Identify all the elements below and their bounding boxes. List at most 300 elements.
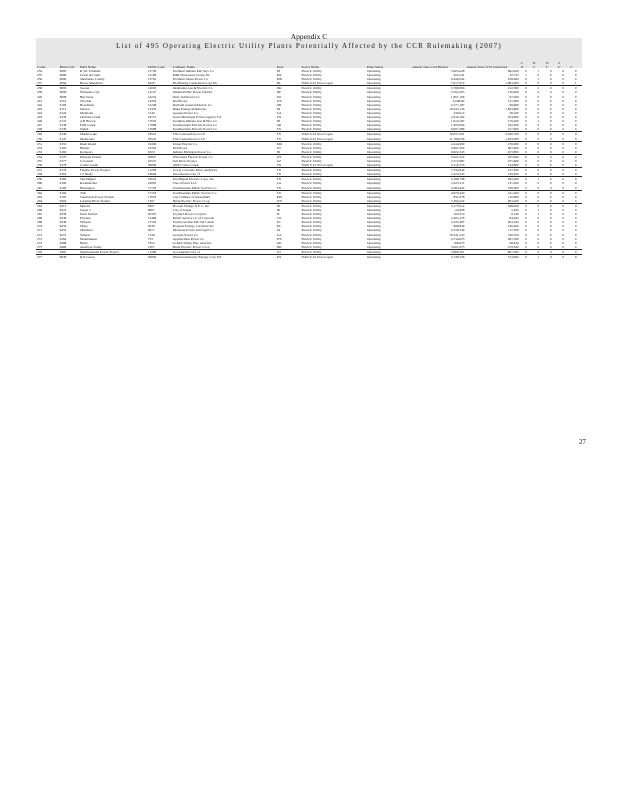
cell-ucode: 18522 (147, 132, 172, 137)
cell-flag: 0 (549, 136, 552, 141)
cell-flag: 0 (574, 69, 577, 73)
cell-flag: 0 (537, 158, 540, 163)
cell-code: 6146 (59, 132, 79, 137)
cell-name: Southwest Power Station (79, 194, 115, 199)
cell-ccw: 281,500 (507, 236, 519, 241)
cell-coal: 2,235,487 (450, 220, 465, 225)
cell-coal: 9,440,044 (450, 77, 465, 82)
cell-coal: 9,822,343 (450, 149, 465, 154)
cell-sector: Electric Utility (301, 115, 322, 120)
cell-name: Scherer (79, 232, 91, 237)
cell-flag: 0 (574, 240, 577, 245)
cell-flag: 0 (549, 194, 552, 199)
cell-flag: 0 (537, 232, 540, 237)
cell-status: Operating (367, 73, 381, 78)
cell-state: AK (276, 240, 282, 245)
cell-status: Operating (367, 224, 381, 229)
cell-state: TX (276, 185, 282, 190)
cell-name: Coleto Creek (79, 163, 98, 168)
cell-ccw: 403,100 (507, 220, 519, 225)
cell-flag: 0 (549, 208, 552, 212)
cell-status: Operating (367, 216, 381, 221)
cell-sector: Electric Utility (301, 119, 322, 124)
cell-flag: 0 (557, 132, 569, 137)
cell-code: 6639 (59, 255, 79, 260)
cell-count: 242 (37, 102, 43, 107)
cell-coal: 104,310 (453, 212, 465, 217)
column-header: Plant Status (367, 64, 384, 69)
cell-sector: Electric Utility (301, 236, 322, 241)
cell-flag: 0 (562, 181, 565, 186)
cell-ccw: 1,843,800 (505, 106, 519, 111)
cell-flag: 0 (537, 224, 540, 229)
cell-state: IN (276, 106, 281, 111)
cell-company: Hoosier Energy R E C, Inc (172, 203, 276, 208)
cell-flag: 0 (525, 149, 527, 154)
cell-ccw: 275,600 (507, 158, 519, 163)
cell-flag: 0 (549, 90, 552, 95)
cell-ccw: 121,600 (507, 98, 519, 103)
cell-flag: 0 (557, 255, 569, 260)
cell-flag: 0 (549, 149, 552, 154)
cell-name: San Miguel (79, 177, 147, 182)
flag-header-line: C (570, 64, 573, 69)
cell-flag: 0 (525, 244, 527, 249)
cell-flag: 0 (574, 236, 577, 241)
cell-ucode: 16572 (147, 158, 157, 163)
cell-flag: 0 (574, 181, 577, 186)
cell-name: Tolk (79, 190, 147, 195)
cell-coal: 10,443,136 (449, 106, 465, 111)
cell-coal: 7,334,644 (411, 168, 465, 173)
cell-flag: 0 (549, 212, 552, 217)
cell-code: 6085 (59, 69, 67, 73)
cell-flag: 1 (532, 177, 544, 182)
column-header (557, 53, 569, 69)
cell-ucode: 14232 (147, 94, 157, 99)
cell-sector: Electric Utility (301, 149, 322, 154)
cell-ccw: 226,400 (507, 224, 519, 229)
cell-coal: 2,510,370 (450, 163, 465, 168)
cell-ucode: 16604 (147, 172, 157, 177)
cell-sector: Electric Utility (301, 181, 322, 186)
cell-status: Operating (366, 132, 411, 137)
cell-company: PacifiCorp (172, 98, 188, 103)
cell-state: TX (276, 177, 301, 182)
cell-state: TX (276, 190, 301, 195)
cell-name: Nebraska City (79, 90, 100, 95)
cell-ucode: 7140 (147, 232, 155, 237)
cell-flag: 0 (574, 94, 577, 99)
cell-flag: 1 (574, 81, 577, 86)
cell-company: Progress Energy Carolinas Inc (172, 224, 214, 229)
cell-flag: 0 (562, 77, 565, 82)
cell-flag: 0 (574, 110, 577, 115)
cell-coal: 1,205,069 (450, 123, 465, 128)
cell-company: San Miguel Electric Coop, Inc (172, 177, 276, 182)
cell-flag: 0 (520, 203, 532, 208)
table-row (36, 255, 582, 260)
cell-coal: 4,734,025 (450, 236, 465, 241)
cell-flag: 0 (532, 141, 544, 146)
cell-code: 6249 (59, 220, 67, 225)
cell-flag: 0 (549, 240, 552, 245)
cell-flag: 0 (574, 102, 577, 107)
cell-sector: Electric Utility (300, 168, 366, 173)
cell-sector: NAICS-22 Non-Cogen (301, 163, 333, 168)
cell-code: 6225 (59, 208, 67, 212)
cell-status: Operating (367, 236, 381, 241)
cell-status: Operating (367, 220, 381, 225)
cell-name: R D Green (79, 255, 147, 260)
cell-flag: 0 (537, 244, 540, 249)
cell-flag: 0 (562, 90, 565, 95)
cell-code: 6250 (59, 224, 67, 229)
cell-state: WY (276, 98, 283, 103)
cell-company: Southwestern Public Service Co (172, 190, 276, 195)
cell-flag: 0 (562, 194, 565, 199)
cell-ccw: 139,400 (507, 90, 519, 95)
cell-status: Operating (367, 208, 381, 212)
cell-flag: 0 (574, 98, 577, 103)
flag-header-line: U (558, 64, 561, 69)
cell-ucode: 18522 (147, 136, 157, 141)
cell-flag: 0 (569, 86, 582, 91)
flag-header-line: O (520, 64, 524, 69)
cell-count: 239 (37, 90, 43, 95)
cell-ucode: 3046 (147, 224, 155, 229)
cell-flag: 0 (537, 163, 540, 168)
cell-flag: 0 (549, 220, 552, 225)
cell-flag: 0 (574, 163, 577, 168)
cell-flag: 0 (525, 172, 527, 177)
cell-count: 234 (37, 69, 43, 73)
cell-flag: 0 (520, 86, 532, 91)
cell-flag: 0 (557, 86, 569, 91)
cell-ccw: 1,083,600 (505, 81, 519, 86)
cell-state: WV (276, 236, 283, 241)
cell-count: 271 (37, 228, 43, 233)
cell-flag: 0 (562, 240, 565, 245)
cell-flag: 0 (537, 127, 540, 132)
cell-code: 6170 (59, 154, 79, 159)
cell-code: 6096 (59, 90, 67, 95)
cell-status: Operating (366, 190, 411, 195)
plants-table (36, 53, 582, 259)
cell-count: 241 (37, 98, 43, 103)
cell-flag: 0 (525, 194, 527, 199)
cell-code: 6136 (59, 115, 67, 120)
cell-count: 260 (37, 181, 43, 186)
cell-flag: 0 (549, 81, 552, 86)
cell-flag: 0 (574, 172, 577, 177)
cell-flag: 0 (549, 110, 552, 115)
cell-flag: 0 (562, 236, 565, 241)
cell-flag: 0 (574, 136, 577, 141)
cell-count: 236 (37, 77, 43, 82)
cell-flag: 0 (525, 123, 527, 128)
cell-company: Basin Electric Power Coop (172, 198, 210, 203)
cell-count: 263 (37, 194, 43, 199)
cell-flag: 0 (537, 115, 540, 120)
cell-name: Winyah (79, 220, 91, 225)
cell-flag: 0 (569, 203, 582, 208)
cell-count: 273 (37, 236, 43, 241)
cell-state: ND (276, 244, 282, 249)
cell-company: Salt River Project (172, 158, 197, 163)
cell-company: Wisconsin Electric Power Co (172, 154, 276, 159)
cell-ucode: 14063 (147, 86, 172, 91)
cell-company: Golden Valley Elec Assn Inc (172, 240, 212, 245)
cell-ccw: 131,200 (507, 181, 519, 186)
cell-flag: 0 (574, 232, 577, 237)
cell-ccw: 417,200 (465, 168, 519, 173)
cell-ccw: 28,810 (509, 240, 519, 245)
cell-flag: 0 (574, 145, 577, 150)
cell-flag: 0 (545, 132, 557, 137)
cell-ccw: 225,600 (465, 154, 519, 159)
cell-ucode: 7140 (147, 110, 155, 115)
cell-flag: 0 (557, 168, 569, 173)
cell-name: Hunter (79, 145, 90, 150)
cell-flag: 0 (545, 203, 557, 208)
cell-company: Portland General Electric Co (172, 102, 212, 107)
cell-flag: 0 (537, 81, 540, 86)
cell-flag: 0 (525, 240, 527, 245)
cell-coal: 1,610,187 (450, 119, 465, 124)
cell-company: Southwestern Electric Power Co (172, 127, 217, 132)
cell-count: 266 (37, 208, 43, 212)
cell-count: 247 (37, 123, 43, 128)
cell-flag: 0 (574, 244, 577, 249)
cell-company: Appalachian Power Co (172, 236, 205, 241)
cell-flag: 0 (562, 224, 565, 229)
cell-name: Jasper 2 (79, 208, 91, 212)
cell-sector: Electric Utility (300, 203, 366, 208)
cell-code: 6124 (59, 110, 67, 115)
cell-flag: 1 (532, 255, 544, 260)
cell-ucode: 1307 (147, 198, 155, 203)
cell-sector: Electric Utility (301, 220, 322, 225)
cell-flag: 0 (525, 163, 527, 168)
cell-name: Wyodak (79, 98, 92, 103)
cell-flag: 0 (525, 77, 527, 82)
cell-flag: 0 (525, 110, 527, 115)
cell-flag: 0 (549, 181, 552, 186)
cell-flag: 0 (525, 136, 527, 141)
cell-coal: 2,261,276 (450, 216, 465, 221)
cell-ccw: 22,735 (509, 73, 519, 78)
cell-ucode: 17718 (147, 190, 172, 195)
cell-ucode: 14354 (147, 145, 157, 150)
cell-flag: 0 (537, 198, 540, 203)
cell-status: Operating (367, 69, 381, 73)
cell-flag: 0 (537, 149, 540, 154)
cell-flag: 0 (532, 203, 544, 208)
cell-flag: 0 (525, 208, 527, 212)
cell-code: 6213 (59, 203, 79, 208)
cell-coal: 5,021,222 (411, 154, 465, 159)
cell-flag: 1 (537, 77, 540, 82)
cell-coal: 202,541 (453, 73, 465, 78)
cell-state: UT (276, 249, 301, 254)
cell-flag: 0 (537, 220, 540, 225)
cell-flag: 0 (525, 236, 527, 241)
cell-ccw: 801,300 (465, 249, 519, 254)
cell-flag: 0 (532, 154, 544, 159)
cell-flag: 0 (525, 220, 527, 225)
cell-flag: 0 (562, 145, 565, 150)
cell-count: 243 (37, 106, 43, 111)
cell-flag: 0 (545, 255, 557, 260)
cell-flag: 0 (549, 158, 552, 163)
table-body (36, 69, 582, 259)
cell-count: 246 (37, 119, 43, 124)
cell-flag: 0 (549, 115, 552, 120)
cell-flag: 0 (545, 168, 557, 173)
cell-flag: 0 (545, 154, 557, 159)
cell-code: 6190 (59, 181, 67, 186)
cell-state: AR (276, 123, 282, 128)
cell-sector: Electric Utility (301, 224, 322, 229)
table-title: List of 495 Operating Electric Utility Plants Potentially Affected by the CCR Rulemaking (2007) (116, 42, 502, 50)
cell-ucode: 9417 (147, 228, 155, 233)
cell-ucode: 17698 (147, 127, 157, 132)
cell-state: IN (276, 149, 281, 154)
cell-count: 252 (37, 145, 43, 150)
cell-flag: 0 (557, 203, 569, 208)
cell-status: Operating (367, 149, 381, 154)
appendix-heading: Appendix C (290, 32, 328, 41)
cell-flag: 0 (545, 249, 557, 254)
cell-coal: 7,017,974 (450, 81, 465, 86)
cell-flag: 0 (549, 216, 552, 221)
cell-company: PacifiCorp (172, 145, 188, 150)
cell-flag: 0 (537, 136, 540, 141)
cell-name: Mountaineer (79, 236, 98, 241)
cell-flag: 0 (562, 158, 565, 163)
cell-flag: 0 (545, 141, 557, 146)
cell-code: 6254 (59, 228, 67, 233)
column-header: Annual Tons Coal Burned (412, 64, 448, 69)
cell-name: Welsh (79, 127, 89, 132)
cell-flag: 0 (549, 236, 552, 241)
cell-flag: 0 (562, 232, 565, 237)
cell-state: SC (276, 220, 281, 225)
cell-company: Union Electric Co (172, 141, 276, 146)
cell-flag: 0 (525, 158, 527, 163)
cell-state: IN (276, 69, 281, 73)
column-header: Sector Name (301, 64, 320, 69)
cell-flag: 0 (562, 106, 565, 111)
cell-flag: 0 (525, 181, 527, 186)
cell-ccw: 84,645 (509, 216, 519, 221)
cell-state: TX (276, 132, 301, 137)
cell-flag: 0 (562, 127, 565, 132)
cell-status: Operating (367, 127, 381, 132)
cell-status: Operating (367, 119, 381, 124)
cell-ccw: 250,300 (507, 185, 519, 190)
cell-coal: 3,138,336 (411, 255, 465, 260)
cell-state: TX (276, 172, 282, 177)
cell-flag: 0 (520, 190, 532, 195)
cell-code: 6166 (59, 149, 67, 154)
cell-company: Otter Tail Power Co (172, 94, 200, 99)
cell-flag: 0 (537, 185, 540, 190)
cell-ucode: 11208 (147, 249, 172, 254)
cell-flag: 0 (549, 228, 552, 233)
cell-ccw: 217,900 (507, 127, 519, 132)
cell-name: Flint Creek (79, 123, 96, 128)
cell-code: 6155 (59, 141, 79, 146)
cell-status: Operating (367, 244, 381, 249)
cell-name: Bruce Mansfield (79, 81, 103, 86)
cell-company: Basin Electric Power Coop (172, 244, 210, 249)
cell-coal: 24,008 (455, 208, 465, 212)
cell-flag: 0 (549, 163, 552, 168)
cell-coal: 180,615 (453, 240, 465, 245)
cell-flag: 0 (562, 119, 565, 124)
cell-count: 269 (37, 220, 43, 225)
cell-name: Lewis & Clark (79, 73, 101, 78)
cell-sector: Electric Utility (301, 208, 322, 212)
cell-flag: 0 (525, 94, 527, 99)
cell-flag: 0 (557, 141, 569, 146)
cell-flag: 0 (574, 90, 577, 95)
cell-flag: 0 (537, 181, 540, 186)
cell-flag: 0 (549, 73, 552, 78)
cell-sector: NAICS-22 Non-Cogen (301, 136, 333, 141)
cell-coal: 239,014 (453, 110, 465, 115)
cell-flag: 0 (574, 123, 577, 128)
cell-flag: 0 (574, 77, 577, 82)
cell-code: 6257 (59, 232, 67, 237)
cell-sector: Electric Utility (301, 73, 322, 78)
cell-state: IA (276, 228, 281, 233)
cell-code: 6090 (59, 77, 67, 82)
cell-code: 6165 (59, 145, 67, 150)
cell-status: Operating (366, 249, 411, 254)
cell-flag: 0 (562, 244, 565, 249)
cell-status: Operating (367, 123, 381, 128)
cell-coal: 2,044,184 (450, 115, 465, 120)
cell-coal: 4,383,424 (450, 185, 465, 190)
cell-ccw: 282,200 (465, 177, 519, 182)
cell-company: Los Angeles City of (172, 249, 276, 254)
cell-state: TX (276, 168, 301, 173)
cell-ccw: 117,300 (507, 228, 519, 233)
cell-flag: 1 (532, 86, 544, 91)
cell-state: TX (276, 115, 282, 120)
cell-name: J T Deely (79, 172, 93, 177)
cell-status: Operating (367, 232, 381, 237)
cell-flag: 0 (562, 102, 565, 107)
cell-flag: 0 (537, 98, 540, 103)
cell-count: 253 (37, 149, 43, 154)
cell-status: Operating (367, 136, 381, 141)
cell-ccw: 682,400 (507, 69, 519, 73)
cell-flag: 1 (537, 208, 540, 212)
cell-flag: 0 (532, 132, 544, 137)
cell-company: MDU Resources Group Inc (172, 73, 210, 78)
cell-code: 6195 (59, 194, 67, 199)
cell-coal: 831,978 (453, 194, 465, 199)
cell-flag: 0 (562, 163, 565, 168)
cell-status: Operating (367, 77, 381, 82)
cell-flag: 0 (569, 132, 582, 137)
cell-ccw: 104,600 (507, 115, 519, 120)
cell-ucode: 16623 (147, 177, 172, 182)
